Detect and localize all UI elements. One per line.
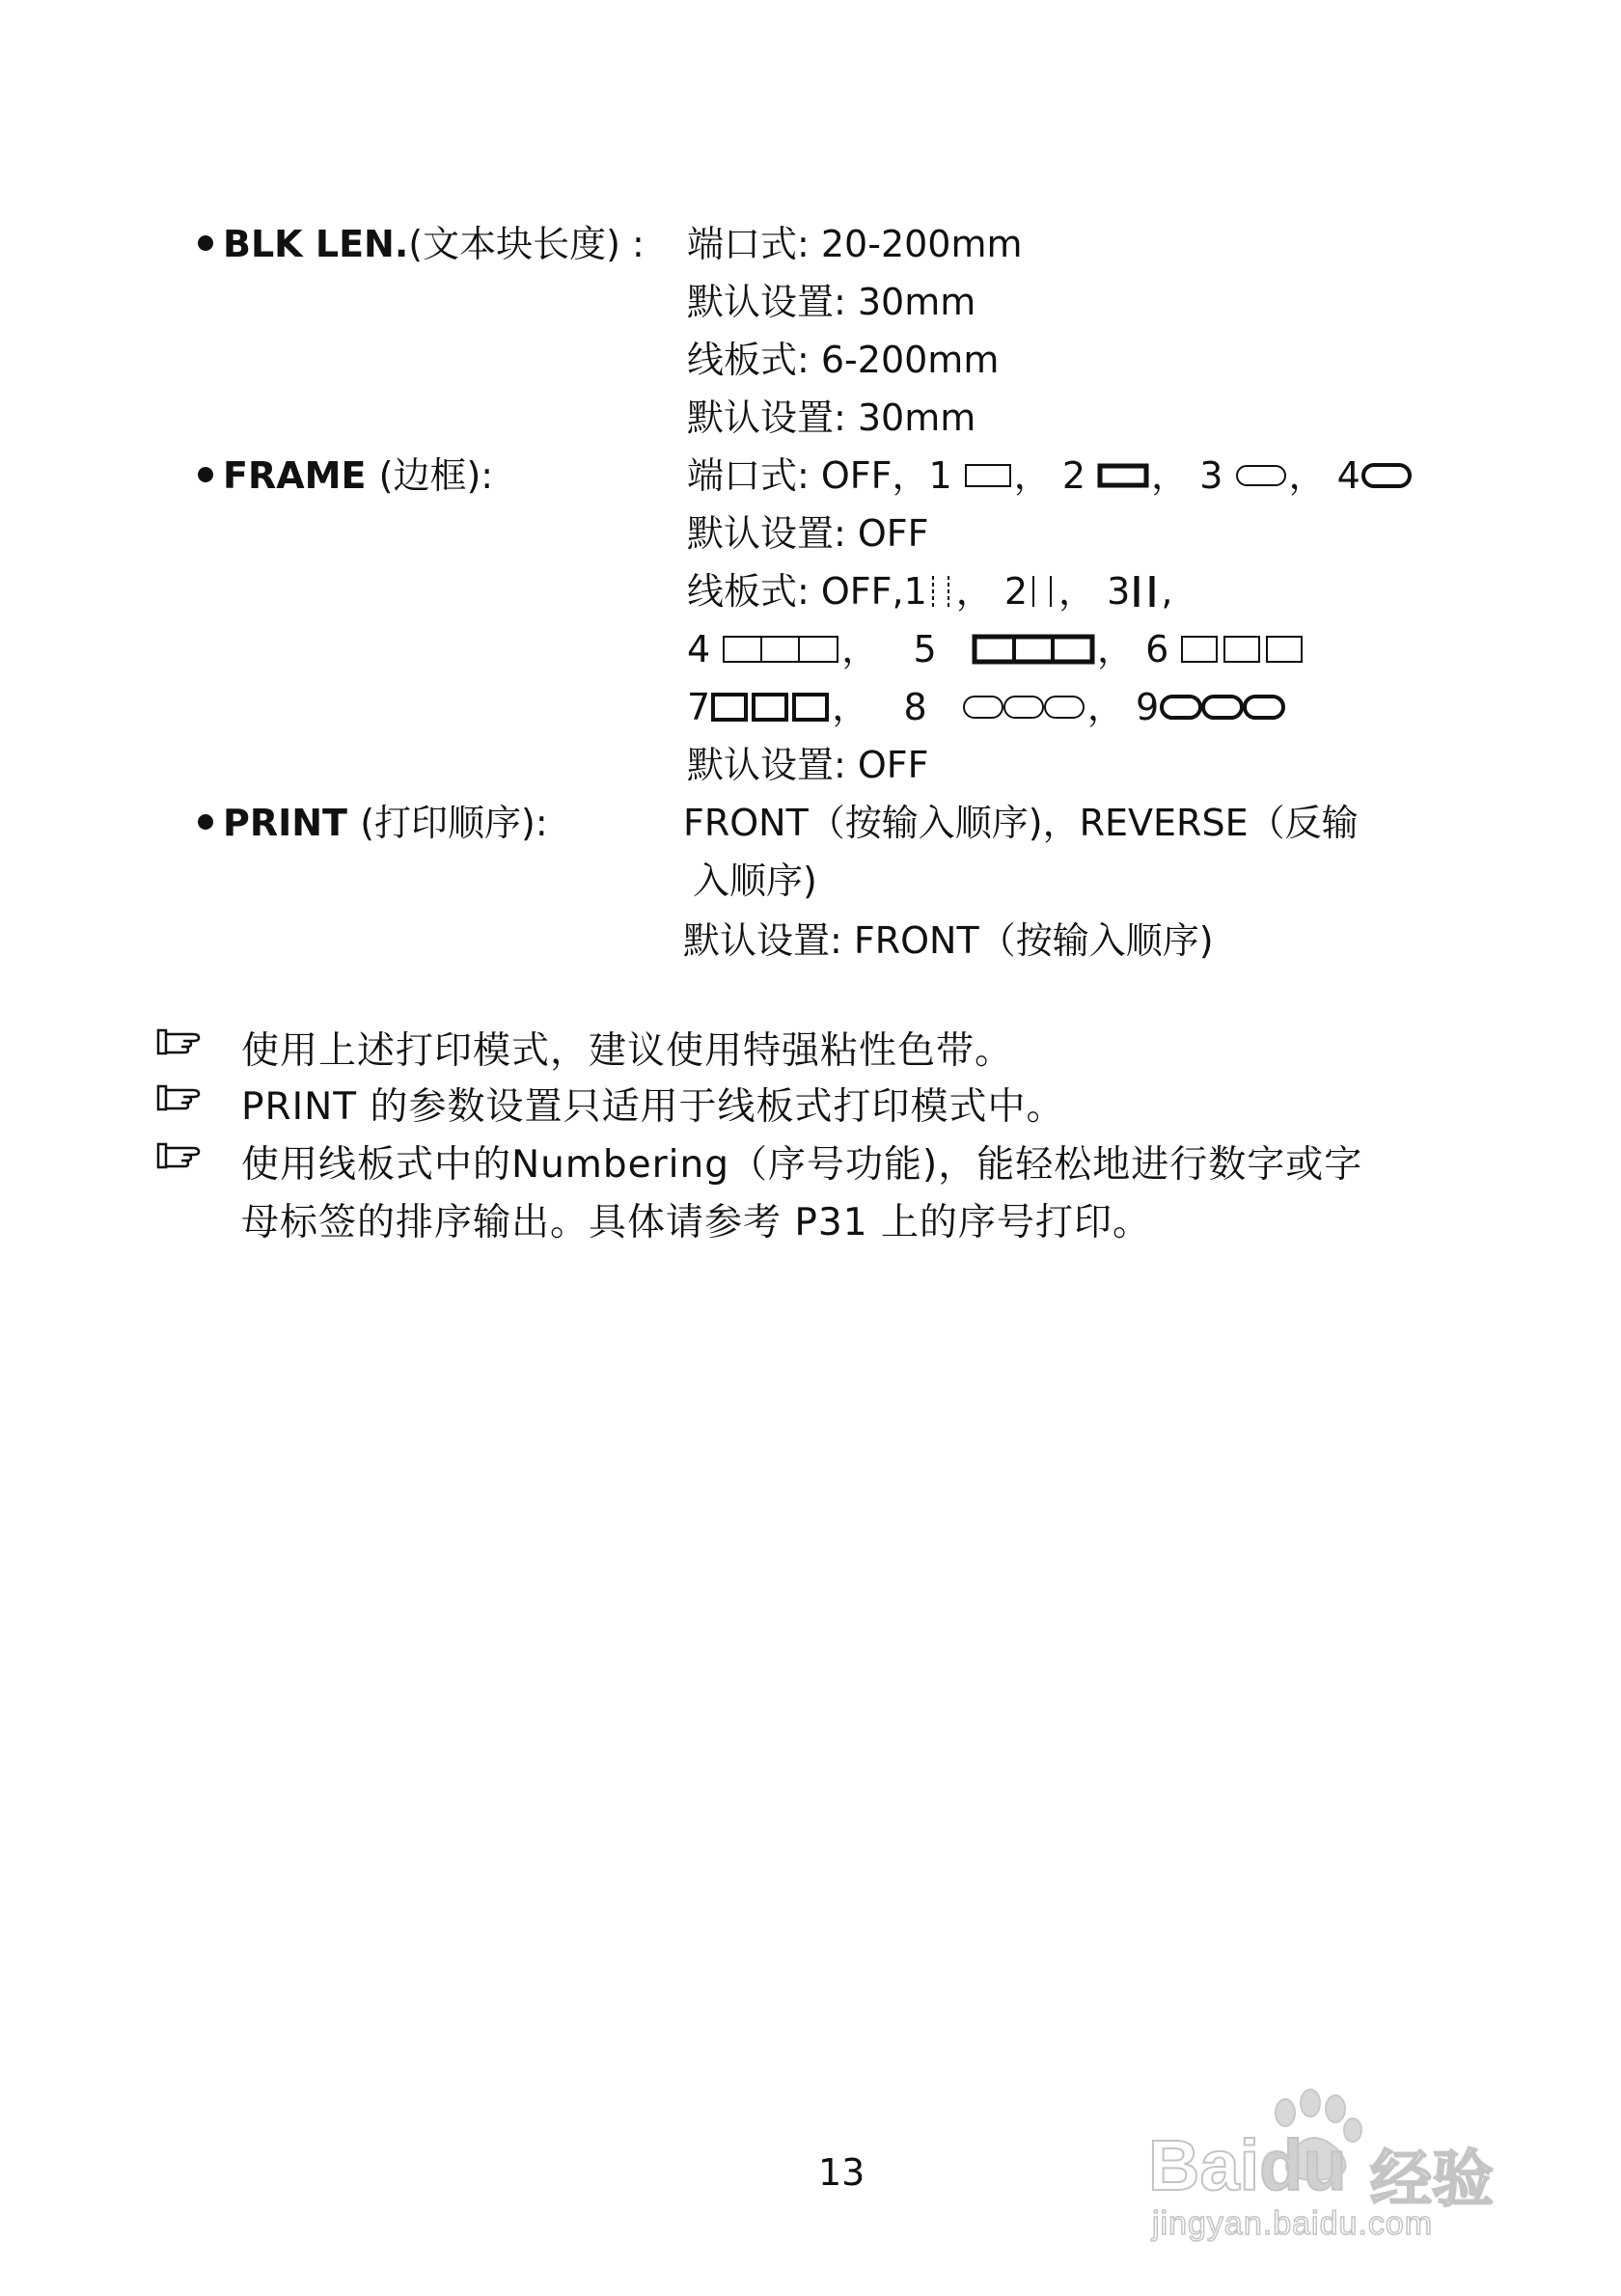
thin-triple-oval-frame-icon (962, 691, 1087, 724)
blk-len-board-default: 默认设置: 30mm (687, 396, 976, 439)
print-options-line-1: FRONT（按输入顺序)，REVERSE（反输 (683, 802, 1359, 844)
thick-oval-frame-icon (1360, 460, 1415, 491)
frame-board-row-3: 7 ， 8 ， 9 (687, 677, 1286, 730)
thick-bar-frame-icon (1130, 572, 1161, 611)
setting-print-label: PRINT (打印顺序): (198, 793, 548, 846)
thick-separated-rect-frame-icon (710, 690, 832, 724)
thick-triple-oval-frame-icon (1159, 691, 1286, 724)
note-1: 使用上述打印模式，建议使用特强粘性色带。 (241, 1029, 1014, 1073)
pointing-hand-icon (154, 1025, 205, 1059)
watermark-product: 经验 (1370, 2145, 1494, 2216)
page-number: 13 (818, 2151, 865, 2194)
watermark-brand: Baidu (1148, 2125, 1347, 2205)
frame-port-default: 默认设置: OFF (687, 512, 929, 555)
baidu-jingyan-watermark (1148, 2055, 1553, 2248)
frame-port-options: 端口式: OFF，1 ， 2 ， 3 ， 4 (687, 446, 1415, 499)
bullet-icon (198, 814, 213, 830)
dashed-bar-frame-icon (927, 572, 956, 611)
frame-board-options: 线板式: OFF,1 ， 2 ， 3 , (687, 570, 1173, 613)
print-options-line-2: 入顺序) (693, 860, 817, 902)
note-3-line-2: 母标签的排序输出。具体请参考 P31 上的序号打印。 (241, 1201, 1151, 1244)
bullet-icon (198, 235, 213, 251)
pointing-hand-icon (154, 1138, 205, 1173)
print-default: 默认设置: FRONT（按输入顺序) (683, 919, 1214, 962)
frame-board-row-2: 4 ， 5 ， 6 (687, 619, 1305, 672)
setting-blk-len-label: BLK LEN.(文本块长度) : (198, 214, 645, 267)
thin-triple-rect-frame-icon (722, 633, 841, 666)
blk-len-port-default: 默认设置: 30mm (687, 281, 976, 323)
note-2: PRINT 的参数设置只适用于线板式打印模式中。 (241, 1085, 1065, 1129)
note-3-line-1: 使用线板式中的Numbering（序号功能)，能轻松地进行数字或字 (241, 1143, 1363, 1187)
bullet-icon (198, 467, 213, 482)
blk-len-port-range: 端口式: 20-200mm (687, 223, 1023, 265)
thin-bar-frame-icon (1028, 572, 1058, 611)
pointing-hand-icon (154, 1080, 205, 1115)
thick-rect-frame-icon (1097, 461, 1151, 490)
separated-rect-frame-icon (1180, 632, 1305, 667)
thin-oval-frame-icon (1235, 461, 1289, 490)
thin-rect-frame-icon (964, 461, 1014, 490)
blk-len-board-range: 线板式: 6-200mm (687, 339, 1000, 381)
thick-triple-rect-frame-icon (972, 632, 1097, 667)
setting-frame-label: FRAME (边框): (198, 446, 493, 499)
frame-board-default: 默认设置: OFF (687, 744, 929, 786)
watermark-url: jingyan.baidu.com (1152, 2205, 1434, 2242)
